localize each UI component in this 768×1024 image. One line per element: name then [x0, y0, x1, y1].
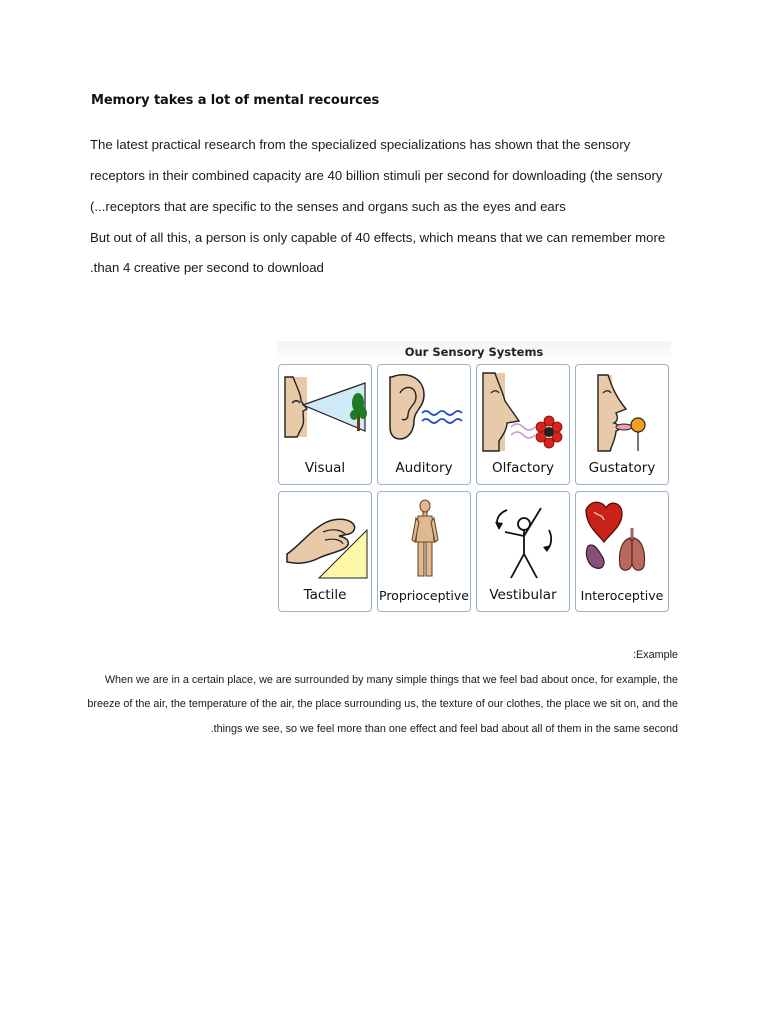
paragraph-line-5: .than 4 creative per second to download: [90, 260, 324, 275]
card-proprioceptive: [377, 491, 471, 612]
card-interoceptive: [575, 491, 669, 612]
example-line-2: breeze of the air, the temperature of the air, the place surrounding us, the texture of our clothes, the place we sit on, and the: [87, 698, 678, 710]
eye-view-icon: [279, 365, 373, 455]
card-gustatory: [575, 364, 669, 485]
card-auditory: [377, 364, 471, 485]
card-label: Gustatory: [588, 460, 656, 476]
card-label: Olfactory: [492, 460, 554, 476]
example-line-3: .things we see, so we feel more than one effect and feel bad about all of them in the same second: [210, 723, 678, 735]
hand-touch-icon: [279, 492, 373, 582]
paragraph-line-2: receptors in their combined capacity are 40 billion stimuli per second for downloading (the sensory: [90, 168, 663, 183]
ear-icon: [378, 365, 472, 455]
paragraph-line-4: But out of all this, a person is only capable of 40 effects, which means that we can remember more: [90, 230, 666, 245]
card-label: Proprioceptive: [379, 588, 469, 603]
card-olfactory: [476, 364, 570, 485]
example-line-1: When we are in a certain place, we are surrounded by many simple things that we feel bad about once, for example, the: [104, 674, 678, 686]
organs-icon: [576, 492, 670, 582]
tongue-lollipop-icon: [576, 365, 670, 455]
card-label: Tactile: [303, 587, 347, 603]
balance-figure-icon: [477, 492, 571, 582]
example-label: :Example: [632, 649, 678, 661]
card-label: Visual: [304, 460, 346, 476]
paragraph-line-1: The latest practical research from the specialized specializations has shown that the sensory: [90, 137, 631, 152]
paragraph-line-3: (...receptors that are specific to the senses and organs such as the eyes and ears: [90, 199, 566, 214]
card-label: Interoceptive: [580, 588, 664, 603]
card-label: Auditory: [395, 460, 453, 476]
page-heading: Memory takes a lot of mental recources: [91, 93, 380, 108]
card-label: Vestibular: [489, 587, 557, 603]
card-tactile: [278, 491, 372, 612]
card-vestibular: [476, 491, 570, 612]
body-mannequin-icon: [378, 492, 472, 582]
card-visual: [278, 364, 372, 485]
figure-title: Our Sensory Systems: [277, 341, 671, 363]
nose-flower-icon: [477, 365, 571, 455]
sensory-systems-figure: [277, 341, 671, 616]
